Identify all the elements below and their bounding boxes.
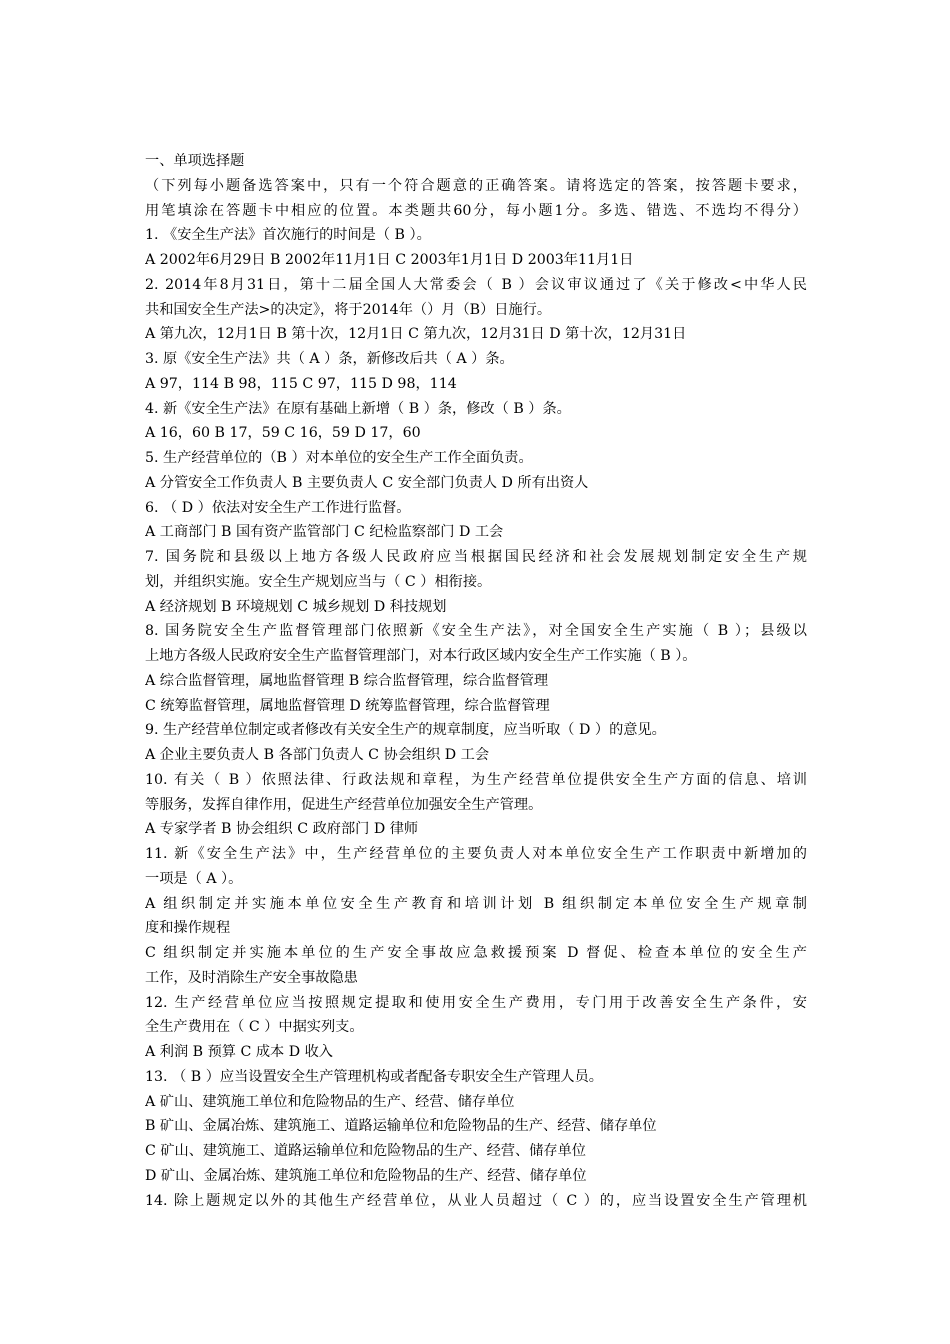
instructions-line-2: 用笔填涂在答题卡中相应的位置。本类题共60分，每小题1分。多选、错选、不选均不得分） <box>145 202 807 219</box>
question-13-option-c: C 矿山、建筑施工、道路运输单位和危险物品的生产、经营、储存单位 <box>145 1143 586 1159</box>
question-6: 6. （ D ）依法对安全生产工作进行监督。 <box>145 499 411 516</box>
question-1: 1. 《安全生产法》首次施行的时间是（ B ）。 <box>145 227 431 244</box>
question-11-options-cd-line-2: 工作，及时消除生产安全事故隐患 <box>145 969 358 986</box>
question-9-options: A 企业主要负责人 B 各部门负责人 C 协会组织 D 工会 <box>145 747 490 763</box>
question-12-options: A 利润 B 预算 C 成本 D 收入 <box>145 1044 333 1060</box>
question-2-line-2: 共和国安全生产法>的决定》，将于2014年（）月（B）日施行。 <box>145 301 552 318</box>
question-7-line-1: 7. 国务院和县级以上地方各级人民政府应当根据国民经济和社会发展规划制定安全生产规 <box>145 549 807 565</box>
question-10-options: A 专家学者 B 协会组织 C 政府部门 D 律师 <box>145 821 419 838</box>
question-9: 9. 生产经营单位制定或者修改有关安全生产的规章制度，应当听取（ D ）的意见。 <box>145 722 666 739</box>
question-12-line-1: 12. 生产经营单位应当按照规定提取和使用安全生产费用，专门用于改善安全生产条件，安 <box>145 994 807 1011</box>
question-8-line-1: 8. 国务院安全生产监督管理部门依照新《安全生产法》，对全国安全生产实施（ B ）；县级以 <box>145 623 807 640</box>
section-title: 一、单项选择题 <box>145 153 245 169</box>
question-8-options-cd: C 统筹监督管理，属地监督管理 D 统筹监督管理，综合监督管理 <box>145 697 550 714</box>
question-10-line-2: 等服务，发挥自律作用，促进生产经营单位加强安全生产管理。 <box>145 796 543 813</box>
question-13-option-d: D 矿山、金属冶炼、建筑施工单位和危险物品的生产、经营、储存单位 <box>145 1167 587 1184</box>
question-11-line-2: 一项是（ A ）。 <box>145 870 243 887</box>
question-8-options-ab: A 综合监督管理，属地监督管理 B 综合监督管理，综合监督管理 <box>145 672 549 689</box>
question-11-line-1: 11. 新《安全生产法》中，生产经营单位的主要负责人对本单位安全生产工作职责中新增加的 <box>145 846 807 862</box>
document-body <box>145 149 807 1213</box>
question-1-options: A 2002年6月29日 B 2002年11月1日 C 2003年1月1日 D 2003年11月1日 <box>145 252 634 268</box>
question-8-line-2: 上地方各级人民政府安全生产监督管理部门，对本行政区域内安全生产工作实施（ B ）。 <box>145 648 697 664</box>
question-4: 4. 新《安全生产法》在原有基础上新增（ B ）条，修改（ B ）条。 <box>145 400 571 417</box>
question-14-line-1: 14. 除上题规定以外的其他生产经营单位，从业人员超过（ C ）的，应当设置安全生产管理机 <box>145 1192 807 1209</box>
question-2-options: A 第九次，12月1日 B 第十次，12月1日 C 第九次，12月31日 D 第十次，12月31日 <box>145 326 687 343</box>
question-11-options-ab-line-2: 度和操作规程 <box>145 920 231 937</box>
question-3-options: A 97，114 B 98，115 C 97，115 D 98，114 <box>145 375 457 392</box>
question-3: 3. 原《安全生产法》共（ A ）条，新修改后共（ A ）条。 <box>145 351 514 367</box>
question-13: 13. （ B ）应当设置安全生产管理机构或者配备专职安全生产管理人员。 <box>145 1068 603 1085</box>
question-7-options: A 经济规划 B 环境规划 C 城乡规划 D 科技规划 <box>145 598 447 615</box>
question-13-option-b: B 矿山、金属冶炼、建筑施工、道路运输单位和危险物品的生产、经营、储存单位 <box>145 1118 657 1135</box>
question-5-options: A 分管安全工作负责人 B 主要负责人 C 安全部门负责人 D 所有出资人 <box>145 474 589 491</box>
instructions-line-1: （下列每小题备选答案中，只有一个符合题意的正确答案。请将选定的答案，按答题卡要求， <box>145 177 807 194</box>
question-13-option-a: A 矿山、建筑施工单位和危险物品的生产、经营、储存单位 <box>145 1093 515 1110</box>
question-11-options-ab-line-1: A 组织制定并实施本单位安全生产教育和培训计划 B 组织制定本单位安全生产规章制 <box>145 895 807 912</box>
question-6-options: A 工商部门 B 国有资产监管部门 C 纪检监察部门 D 工会 <box>145 524 504 541</box>
question-4-options: A 16，60 B 17，59 C 16，59 D 17，60 <box>145 425 421 442</box>
question-10-line-1: 10. 有关（ B ）依照法律、行政法规和章程，为生产经营单位提供安全生产方面的信息、培训 <box>145 771 807 788</box>
question-11-options-cd-line-1: C 组织制定并实施本单位的生产安全事故应急救援预案 D 督促、检查本单位的安全生产 <box>145 945 807 961</box>
question-7-line-2: 划，并组织实施。安全生产规划应当与（ C ）相衔接。 <box>145 573 492 590</box>
question-12-line-2: 全生产费用在（ C ）中据实列支。 <box>145 1019 364 1036</box>
question-2-line-1: 2. 2014年8月31日，第十二届全国人大常委会（ B ）会议审议通过了《关于修改<中华人民 <box>145 276 807 293</box>
question-5: 5. 生产经营单位的（B ）对本单位的安全生产工作全面负责。 <box>145 450 533 466</box>
